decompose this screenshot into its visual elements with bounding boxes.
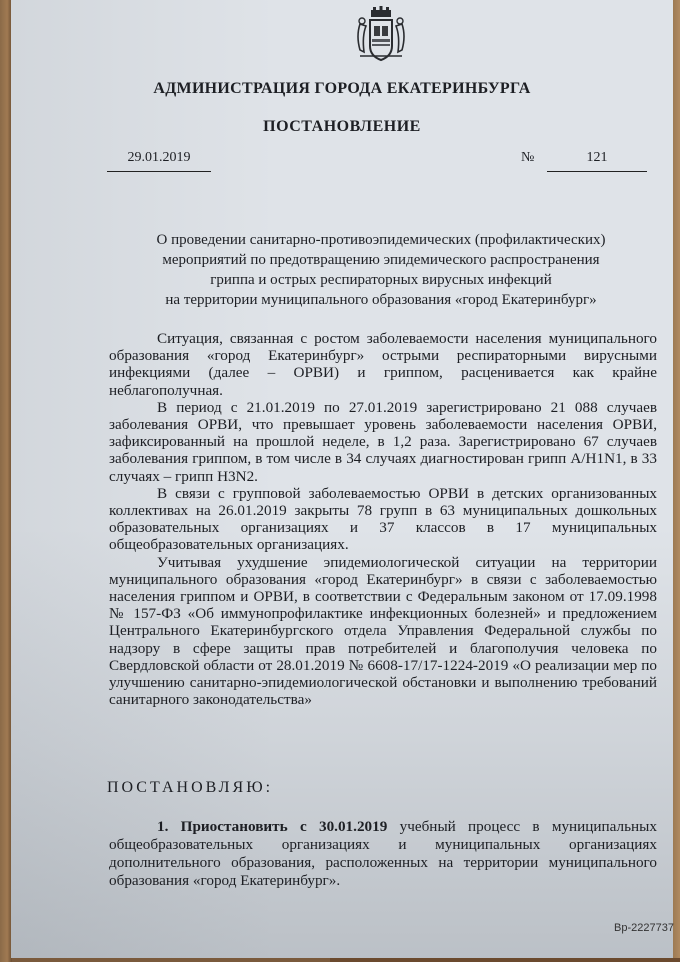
subject-line: на территории муниципального образования «город Екатеринбург» [165, 292, 597, 308]
subject-line: О проведении санитарно-противоэпидемических (профилактических) [156, 232, 606, 248]
paragraph-legal-basis: Учитывая ухудшение эпидемиологической ситуации на территории муниципального образования «город Екатеринбург» в связи с заболеваемостью населения гриппом и ОРВИ, в соответствии с Федеральным законом от 17.09.1998 № 157-ФЗ «Об иммунопрофилактике инфекционных болезней» и предложением Центрального Екатеринбургского отдела Управления Федеральной службы по надзору в сфере защиты прав потребителей и благополучия человека по Свердловской области от 28.01.2019 № 6608-17/17-1224-2019 «О реализации мер по улучшению санитарно-эпидемиологической обстановки и выполнению требований санитарного законодательства» [109, 553, 657, 709]
document-date: 29.01.2019 [107, 150, 211, 172]
paragraph-closures: В связи с групповой заболеваемостью ОРВИ в детских организованных коллективах на 26.01.2019 закрыты 78 групп в 63 муниципальных дошкольных образовательных организациях и 37 классов в 17 муниципальных общеобразовательных организациях. [109, 484, 657, 554]
document-code: Вр-2227737 [614, 922, 674, 934]
decree-heading: ПОСТАНОВЛЯЮ: [107, 779, 274, 796]
number-sign: № [521, 150, 535, 165]
document-page [11, 0, 673, 958]
wood-background-bottom [330, 958, 680, 962]
decree-item-1 [109, 818, 657, 890]
subject-line: мероприятий по предотвращению эпидемического распространения [162, 252, 600, 268]
document-type-heading: ПОСТАНОВЛЕНИЕ [263, 118, 421, 135]
wood-background-right [672, 0, 680, 962]
item-lead: 1. Приостановить с 30.01.2019 [157, 818, 388, 835]
paragraph-statistics: В период с 21.01.2019 по 27.01.2019 зарегистрировано 21 088 случаев заболевания ОРВИ, что превышает уровень заболеваемости населения ОРВИ, зафиксированный на прошлой неделе, в 1,2 раза. Зарегистрировано 67 случаев заболевания гриппом, в том числе в 34 случаях диагностирован грипп A/H1N1, в 33 случаях – грипп H3N2. [109, 398, 657, 485]
organization-title: АДМИНИСТРАЦИЯ ГОРОДА ЕКАТЕРИНБУРГА [153, 80, 531, 97]
document-number: 121 [547, 150, 647, 172]
coat-of-arms-icon [350, 6, 412, 68]
subject-line: гриппа и острых респираторных вирусных инфекций [210, 272, 552, 288]
paragraph-situation: Ситуация, связанная с ростом заболеваемости населения муниципального образования «город Екатеринбург» острыми респираторными вирусными инфекциями (далее – ОРВИ) и гриппом, расценивается как крайне неблагополучная. [109, 330, 657, 399]
item-text: учебный процесс в муниципальных общеобразовательных организациях и муниципальных организациях дополнительного образования, расположенных на территории муниципального образования «город Екатеринбург». [109, 818, 657, 889]
document-subject [121, 230, 641, 310]
preamble [109, 330, 657, 708]
